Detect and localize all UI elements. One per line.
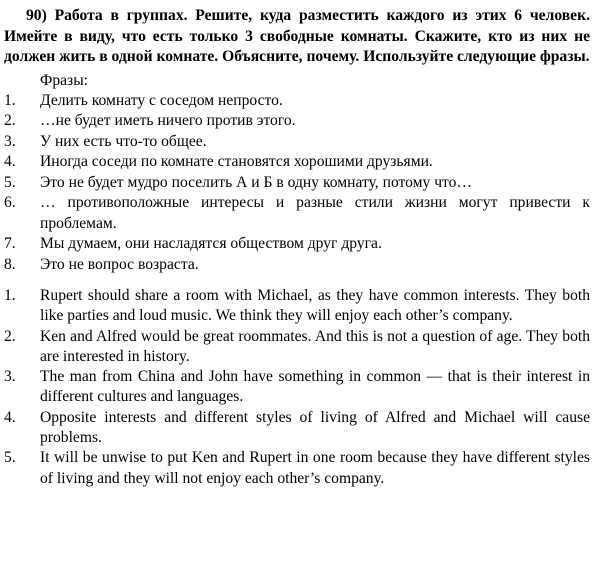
answer-item [4, 408, 590, 449]
answer-number: 2. [4, 327, 16, 345]
task-instruction: 90) Работа в группах. Решите, куда разместить каждого из этих 6 человек. Имейте в виду, что есть только 3 свободные комнаты. Скажите, кто из них не должен жить в одной комнате. Объясните, почему. Используйте следующие фразы. [4, 7, 590, 65]
answer-number: 3. [4, 368, 16, 386]
answer-text: The man from China and John have something in common — that is their interest in different cultures and languages. [40, 368, 590, 406]
phrase-number: 5. [4, 173, 16, 191]
answer-item [4, 367, 590, 408]
phrase-text: Иногда соседи по комнате становятся хорошими друзьями. [40, 153, 433, 170]
phrase-text: … противоположные интересы и разные стили жизни могут привести к проблемам. [40, 194, 590, 232]
phrase-text: …не будет иметь ничего против этого. [40, 112, 296, 129]
phrase-item [4, 234, 590, 255]
phrase-item [4, 255, 590, 276]
phrase-number: 2. [4, 112, 16, 129]
phrase-number: 6. [4, 194, 16, 211]
answer-item [4, 448, 590, 489]
phrase-text: Делить комнату с соседом непросто. [40, 91, 283, 109]
phrase-number: 3. [4, 132, 16, 150]
phrase-text: Это не вопрос возраста. [40, 255, 199, 273]
answer-item [4, 327, 590, 368]
phrase-item [4, 132, 590, 153]
phrase-text: Это не будет мудро поселить А и Б в одну комнату, потому что… [40, 173, 473, 191]
answer-number: 4. [4, 408, 16, 426]
phrase-number: 4. [4, 153, 16, 170]
phrases-label: Фразы: [40, 71, 89, 89]
answers-list [4, 286, 590, 489]
phrase-number: 8. [4, 255, 16, 273]
phrase-text: Мы думаем, они насладятся обществом друг друга. [40, 235, 382, 252]
answer-number: 5. [4, 449, 16, 467]
phrase-item [4, 111, 590, 132]
phrase-number: 1. [4, 91, 16, 109]
phrase-item [4, 193, 590, 234]
phrase-number: 7. [4, 235, 16, 252]
answer-number: 1. [4, 287, 16, 304]
answer-text: Ken and Alfred would be great roommates. And this is not a question of age. They both are interested in history. [40, 327, 590, 365]
phrase-item [4, 152, 590, 173]
answer-item [4, 286, 590, 327]
phrase-item [4, 173, 590, 194]
phrase-text: У них есть что-то общее. [40, 132, 207, 150]
phrases-list [4, 91, 590, 276]
phrase-item [4, 91, 590, 112]
answer-text: Rupert should share a room with Michael, as they have common interests. They both like parties and loud music. We think they will enjoy each other’s company. [40, 287, 590, 325]
answer-text: Opposite interests and different styles of living of Alfred and Michael will cause problems. [40, 408, 590, 447]
answer-text: It will be unwise to put Ken and Rupert in one room because they have different styles of living and they will not enjoy each other’s company. [40, 449, 590, 487]
